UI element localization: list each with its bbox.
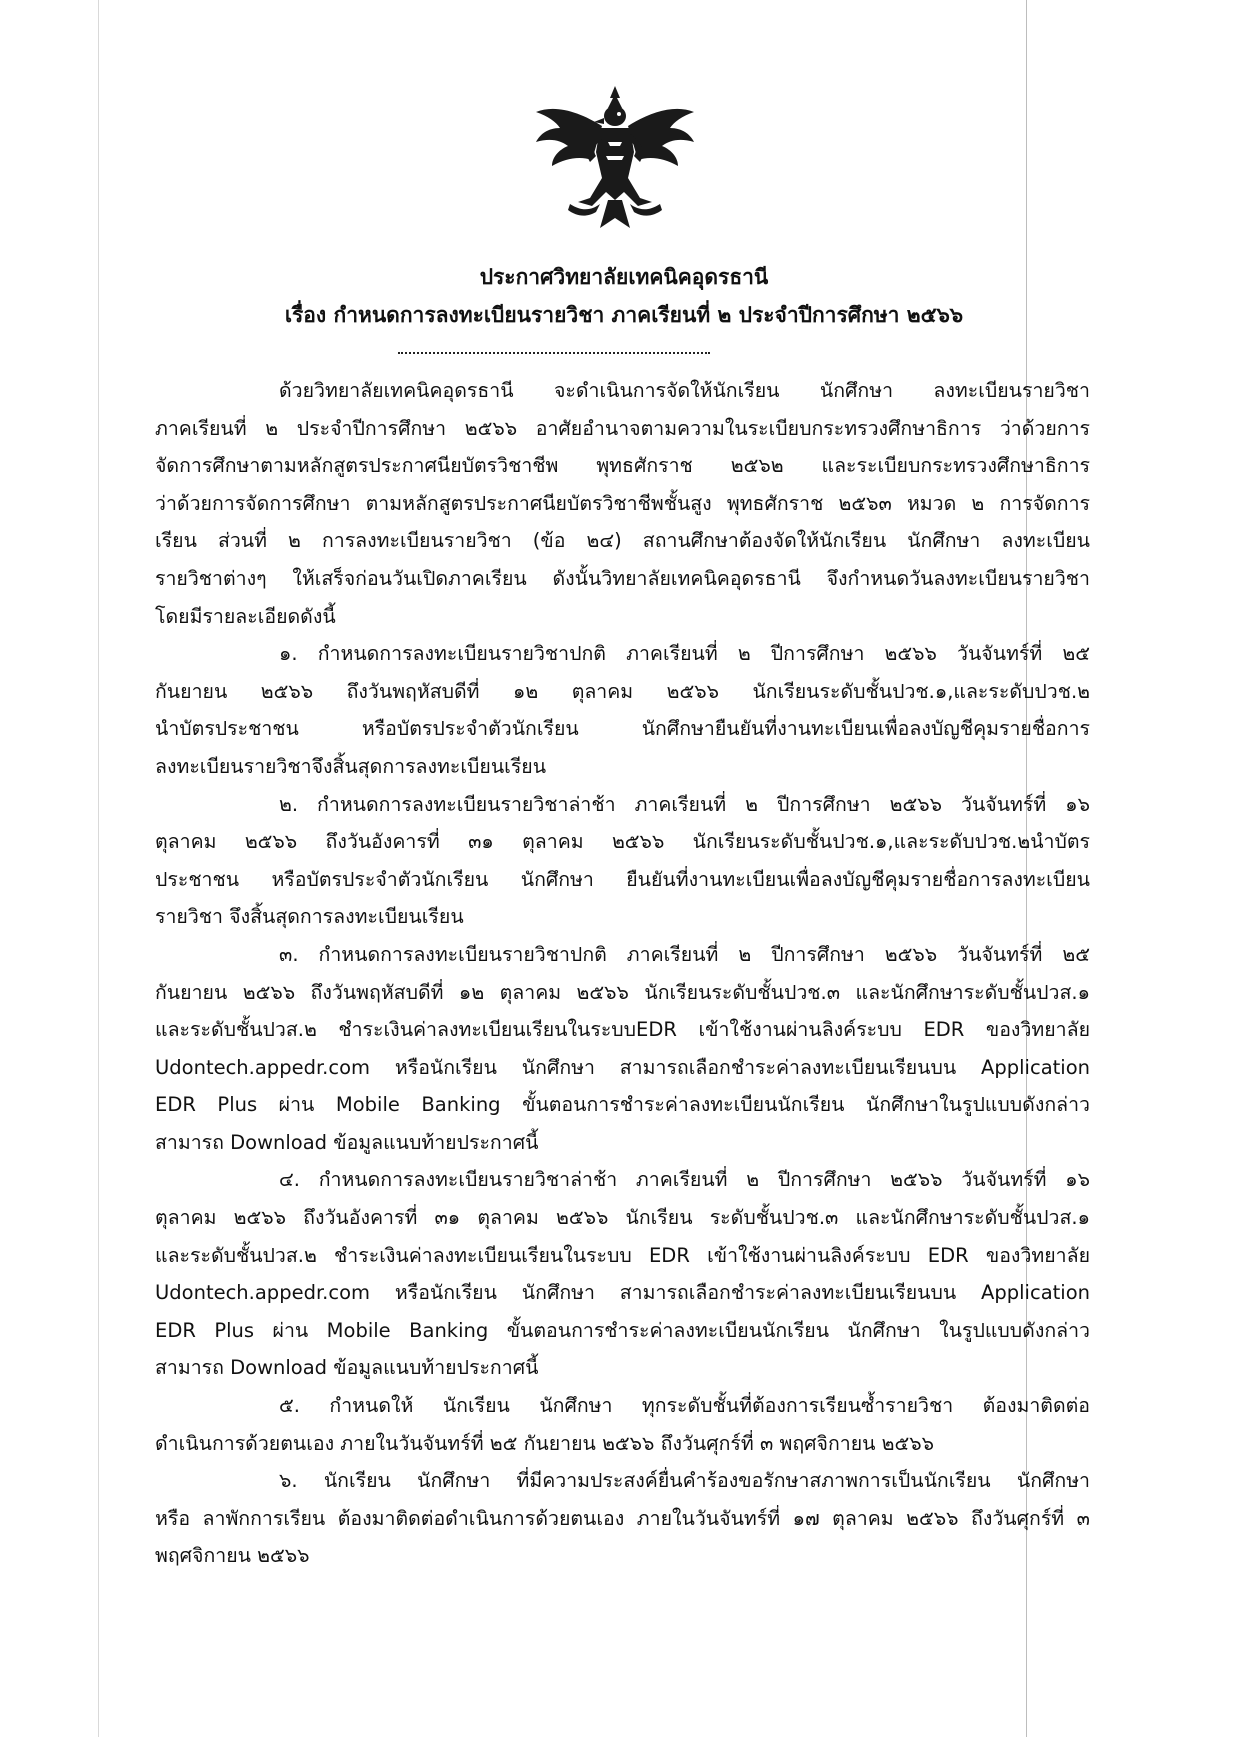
paragraph-line: ว่าด้วยการจัดการศึกษา ตามหลักสูตรประกาศนียบัตรวิชาชีพชั้นสูง พุทธศักราช ๒๕๖๓ หมวด ๒ การจัดการ <box>155 491 1090 515</box>
item-4-line: ตุลาคม ๒๕๖๖ ถึงวันอังคารที่ ๓๑ ตุลาคม ๒๕๖๖ นักเรียน ระดับชั้นปวช.๓ และนักศึกษาระดับชั้นปวส.๑ <box>155 1206 1090 1230</box>
item-2-line: ตุลาคม ๒๕๖๖ ถึงวันอังคารที่ ๓๑ ตุลาคม ๒๕๖๖ นักเรียนระดับชั้นปวช.๑,และระดับปวช.๒นำบัตร <box>155 830 1090 854</box>
item-4-line: Udontech.appedr.com หรือนักเรียน นักศึกษา สามารถเลือกชำระค่าลงทะเบียนเรียนบน Application <box>155 1281 1090 1305</box>
paragraph-line: จัดการศึกษาตามหลักสูตรประกาศนียบัตรวิชาชีพ พุทธศักราช ๒๕๖๒ และระเบียบกระทรวงศึกษาธิการ <box>155 454 1090 478</box>
item-3-line: EDR Plus ผ่าน Mobile Banking ขั้นตอนการชำระค่าลงทะเบียนนักเรียน นักศึกษาในรูปแบบดังกล่าว <box>155 1093 1090 1117</box>
item-1-line: นำบัตรประชาชน หรือบัตรประจำตัวนักเรียน นักศึกษายืนยันที่งานทะเบียนเพื่อลงบัญชีคุมรายชื่อการ <box>155 717 1090 741</box>
paragraph-line: ด้วยวิทยาลัยเทคนิคอุดรธานี จะดำเนินการจัดให้นักเรียน นักศึกษา ลงทะเบียนรายวิชา <box>279 379 1090 402</box>
item-2-line: รายวิชา จึงสิ้นสุดการลงทะเบียนเรียน <box>155 905 464 929</box>
item-4-line: และระดับชั้นปวส.๒ ชำระเงินค่าลงทะเบียนเรียนในระบบ EDR เข้าใช้งานผ่านลิงค์ระบบ EDR ของวิทยาลัย <box>155 1243 1090 1267</box>
item-2-line: ๒. กำหนดการลงทะเบียนรายวิชาล่าช้า ภาคเรียนที่ ๒ ปีการศึกษา ๒๕๖๖ วันจันทร์ที่ ๑๖ <box>279 792 1090 816</box>
item-4-line: ๔. กำหนดการลงทะเบียนรายวิชาล่าช้า ภาคเรียนที่ ๒ ปีการศึกษา ๒๕๖๖ วันจันทร์ที่ ๑๖ <box>279 1168 1090 1192</box>
paragraph-line: โดยมีรายละเอียดดังนี้ <box>155 604 336 628</box>
paragraph-line: รายวิชาต่างๆ ให้เสร็จก่อนวันเปิดภาคเรียน ดังนั้นวิทยาลัยเทคนิคอุดรธานี จึงกำหนดวันลงทะเบียนรายวิชา <box>155 566 1090 590</box>
item-4-line: สามารถ Download ข้อมูลแนบท้ายประกาศนี้ <box>155 1356 539 1380</box>
announcement-body <box>155 372 1090 1575</box>
announcement-title: ประกาศวิทยาลัยเทคนิคอุดรธานี <box>479 265 769 289</box>
item-4-line: EDR Plus ผ่าน Mobile Banking ขั้นตอนการชำระค่าลงทะเบียนนักเรียน นักศึกษา ในรูปแบบดังกล่าว <box>155 1318 1090 1342</box>
item-2-line: ประชาชน หรือบัตรประจำตัวนักเรียน นักศึกษา ยืนยันที่งานทะเบียนเพื่อลงบัญชีคุมรายชื่อการลงทะเบียน <box>155 867 1090 891</box>
item-3-line: กันยายน ๒๕๖๖ ถึงวันพฤหัสบดีที่ ๑๒ ตุลาคม ๒๕๖๖ นักเรียนระดับชั้นปวช.๓ และนักศึกษาระดับชั้นปวส.๑ <box>155 980 1090 1004</box>
item-1-line: ลงทะเบียนรายวิชาจึงสิ้นสุดการลงทะเบียนเรียน <box>155 754 547 778</box>
item-5-line: ๕. กำหนดให้ นักเรียน นักศึกษา ทุกระดับชั้นที่ต้องการเรียนซ้ำรายวิชา ต้องมาติดต่อ <box>279 1394 1090 1418</box>
scan-edge-left <box>98 0 99 1737</box>
item-3-line: และระดับชั้นปวส.๒ ชำระเงินค่าลงทะเบียนเรียนในระบบEDR เข้าใช้งานผ่านลิงค์ระบบ EDR ของวิทยาลัย <box>155 1018 1090 1042</box>
item-3-line: สามารถ Download ข้อมูลแนบท้ายประกาศนี้ <box>155 1130 539 1154</box>
item-5-line: ดำเนินการด้วยตนเอง ภายในวันจันทร์ที่ ๒๕ กันยายน ๒๕๖๖ ถึงวันศุกร์ที่ ๓ พฤศจิกายน ๒๕๖๖ <box>155 1431 935 1455</box>
title-separator <box>398 352 710 354</box>
paragraph-line: ภาคเรียนที่ ๒ ประจำปีการศึกษา ๒๕๖๖ อาศัยอำนาจตามความในระเบียบกระทรวงศึกษาธิการ ว่าด้วยการ <box>155 416 1090 440</box>
garuda-emblem-icon <box>530 82 700 232</box>
item-3-line: Udontech.appedr.com หรือนักเรียน นักศึกษา สามารถเลือกชำระค่าลงทะเบียนเรียนบน Application <box>155 1055 1090 1079</box>
announcement-subject: เรื่อง กำหนดการลงทะเบียนรายวิชา ภาคเรียนที่ ๒ ประจำปีการศึกษา ๒๕๖๖ <box>284 303 964 327</box>
paragraph-line: เรียน ส่วนที่ ๒ การลงทะเบียนรายวิชา (ข้อ ๒๔) สถานศึกษาต้องจัดให้นักเรียน นักศึกษา ลงทะเบียน <box>155 529 1090 553</box>
item-6-line: หรือ ลาพักการเรียน ต้องมาติดต่อดำเนินการด้วยตนเอง ภายในวันจันทร์ที่ ๑๗ ตุลาคม ๒๕๖๖ ถึงวันศุกร์ที่ ๓ <box>155 1506 1090 1530</box>
item-3-line: ๓. กำหนดการลงทะเบียนรายวิชาปกติ ภาคเรียนที่ ๒ ปีการศึกษา ๒๕๖๖ วันจันทร์ที่ ๒๕ <box>279 942 1090 966</box>
announcement-header <box>158 258 1090 334</box>
item-1-line: ๑. กำหนดการลงทะเบียนรายวิชาปกติ ภาคเรียนที่ ๒ ปีการศึกษา ๒๕๖๖ วันจันทร์ที่ ๒๕ <box>279 642 1090 666</box>
item-6-line: พฤศจิกายน ๒๕๖๖ <box>155 1544 310 1568</box>
item-1-line: กันยายน ๒๕๖๖ ถึงวันพฤหัสบดีที่ ๑๒ ตุลาคม ๒๕๖๖ นักเรียนระดับชั้นปวช.๑,และระดับปวช.๒ <box>155 679 1090 703</box>
item-6-line: ๖. นักเรียน นักศึกษา ที่มีความประสงค์ยื่นคำร้องขอรักษาสภาพการเป็นนักเรียน นักศึกษา <box>279 1469 1090 1493</box>
